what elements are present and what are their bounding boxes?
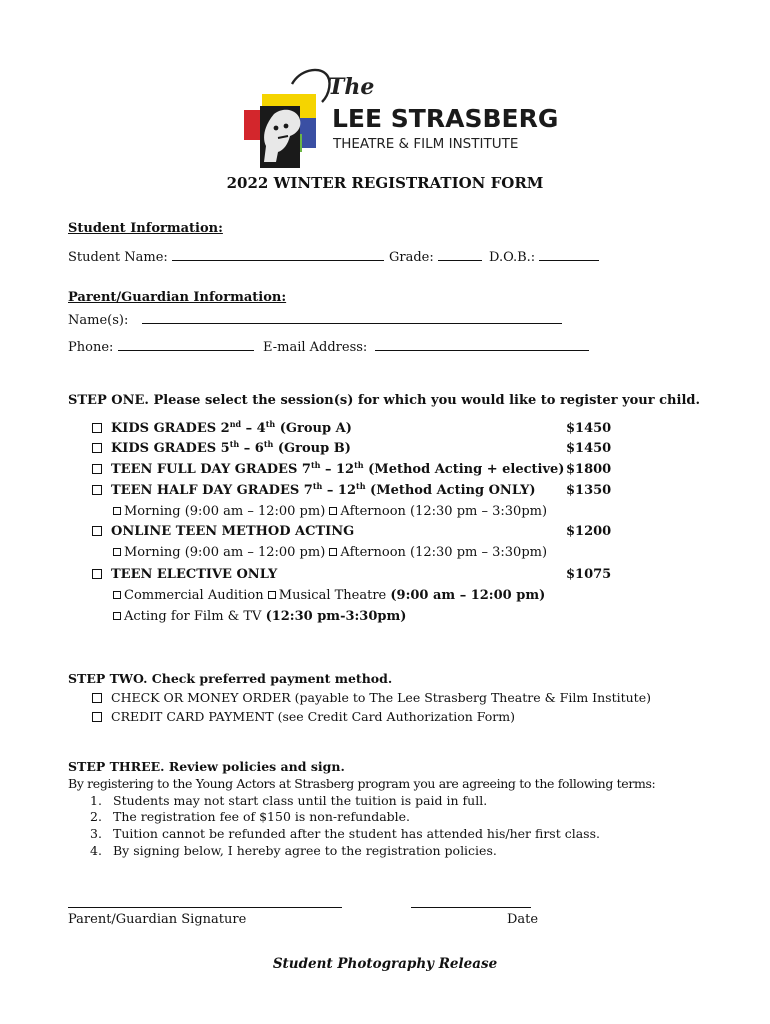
checkbox[interactable]: [113, 507, 121, 515]
payment-option[interactable]: CREDIT CARD PAYMENT (see Credit Card Authorization Form): [92, 709, 515, 724]
terms-intro: By registering to the Young Actors at Strasberg program you are agreeing to the following terms:: [68, 776, 656, 791]
elective-options-row2: [113, 609, 406, 624]
session-option[interactable]: KIDS GRADES 2nd – 4th (Group A): [92, 421, 352, 436]
session-price: $1075: [566, 567, 612, 582]
step-two-heading: STEP TWO. Check preferred payment method.: [68, 671, 393, 686]
session-option[interactable]: TEEN FULL DAY GRADES 7th – 12th (Method Acting + elective): [92, 462, 564, 477]
checkbox[interactable]: [92, 423, 102, 433]
film-time: (12:30 pm-3:30pm): [265, 609, 407, 624]
logo-the: The: [328, 74, 375, 100]
checkbox[interactable]: [113, 591, 121, 599]
session-option-elective[interactable]: TEEN ELECTIVE ONLY: [92, 567, 277, 582]
film-label: Acting for Film & TV: [124, 609, 262, 624]
musical-label: Musical Theatre: [278, 588, 387, 603]
term-item: 2. The registration fee of $150 is non-refundable.: [90, 809, 411, 824]
checkbox[interactable]: [92, 464, 102, 474]
session-price: $1450: [566, 441, 612, 456]
commercial-label: Commercial Audition: [124, 588, 264, 603]
grade-label: Grade:: [389, 250, 434, 265]
email-field[interactable]: [375, 338, 589, 351]
parent-info-heading: Parent/Guardian Information:: [68, 290, 287, 305]
session-option-online[interactable]: ONLINE TEEN METHOD ACTING: [92, 524, 354, 539]
checkbox[interactable]: [329, 507, 337, 515]
logo-name: LEE STRASBERG: [332, 104, 559, 133]
session-option[interactable]: TEEN HALF DAY GRADES 7th – 12th (Method Acting ONLY): [92, 483, 536, 498]
checkbox[interactable]: [92, 443, 102, 453]
grade-field[interactable]: [438, 248, 482, 261]
signature-label: Parent/Guardian Signature: [68, 912, 247, 927]
form-title: 2022 WINTER REGISTRATION FORM: [226, 174, 544, 192]
institute-logo: [240, 66, 559, 172]
date-label: Date: [507, 912, 539, 927]
morning-label: Morning (9:00 am – 12:00 pm): [124, 545, 326, 560]
checkbox[interactable]: [92, 569, 102, 579]
dob-label: D.O.B.:: [489, 250, 536, 265]
session-price: $1200: [566, 524, 612, 539]
email-row: [263, 338, 589, 355]
afternoon-label: Afternoon (12:30 pm – 3:30pm): [340, 545, 548, 560]
checkbox[interactable]: [92, 693, 102, 703]
dob-row: [489, 248, 599, 265]
dob-field[interactable]: [539, 248, 599, 261]
half-day-time-options: [113, 504, 547, 519]
student-info-heading: Student Information:: [68, 221, 223, 236]
morning-label: Morning (9:00 am – 12:00 pm): [124, 504, 326, 519]
checkbox[interactable]: [329, 548, 337, 556]
musical-time: (9:00 am – 12:00 pm): [390, 588, 546, 603]
grade-row: [389, 248, 482, 265]
checkbox[interactable]: [92, 485, 102, 495]
checkbox[interactable]: [92, 526, 102, 536]
checkbox[interactable]: [268, 591, 276, 599]
checkbox[interactable]: [113, 612, 121, 620]
step-three-heading: STEP THREE. Review policies and sign.: [68, 759, 345, 774]
payment-option[interactable]: CHECK OR MONEY ORDER (payable to The Lee Strasberg Theatre & Film Institute): [92, 690, 651, 705]
parent-names-label: Name(s):: [68, 313, 129, 328]
elective-options-row1: [113, 588, 545, 603]
term-item: 1. Students may not start class until the tuition is paid in full.: [90, 793, 488, 808]
session-price: $1800: [566, 462, 612, 477]
student-name-field[interactable]: [172, 248, 384, 261]
afternoon-label: Afternoon (12:30 pm – 3:30pm): [340, 504, 548, 519]
phone-label: Phone:: [68, 340, 114, 355]
date-line[interactable]: [411, 907, 531, 908]
parent-names-row: [68, 311, 562, 328]
logo-subtitle: THEATRE & FILM INSTITUTE: [333, 136, 519, 152]
online-time-options: [113, 545, 547, 560]
phone-row: [68, 338, 254, 355]
session-price: $1350: [566, 483, 612, 498]
parent-names-field[interactable]: [142, 311, 562, 324]
photography-release-heading: Student Photography Release: [272, 956, 498, 972]
term-item: 4. By signing below, I hereby agree to the registration policies.: [90, 843, 497, 858]
checkbox[interactable]: [92, 712, 102, 722]
email-label: E-mail Address:: [263, 340, 368, 355]
session-option[interactable]: KIDS GRADES 5th – 6th (Group B): [92, 441, 351, 456]
checkbox[interactable]: [113, 548, 121, 556]
student-name-label: Student Name:: [68, 250, 168, 265]
term-item: 3. Tuition cannot be refunded after the student has attended his/her first class.: [90, 826, 600, 841]
session-price: $1450: [566, 421, 612, 436]
signature-line[interactable]: [68, 907, 342, 908]
phone-field[interactable]: [118, 338, 254, 351]
student-name-row: [68, 248, 384, 265]
step-one-heading: STEP ONE. Please select the session(s) for which you would like to register your child.: [68, 393, 700, 408]
